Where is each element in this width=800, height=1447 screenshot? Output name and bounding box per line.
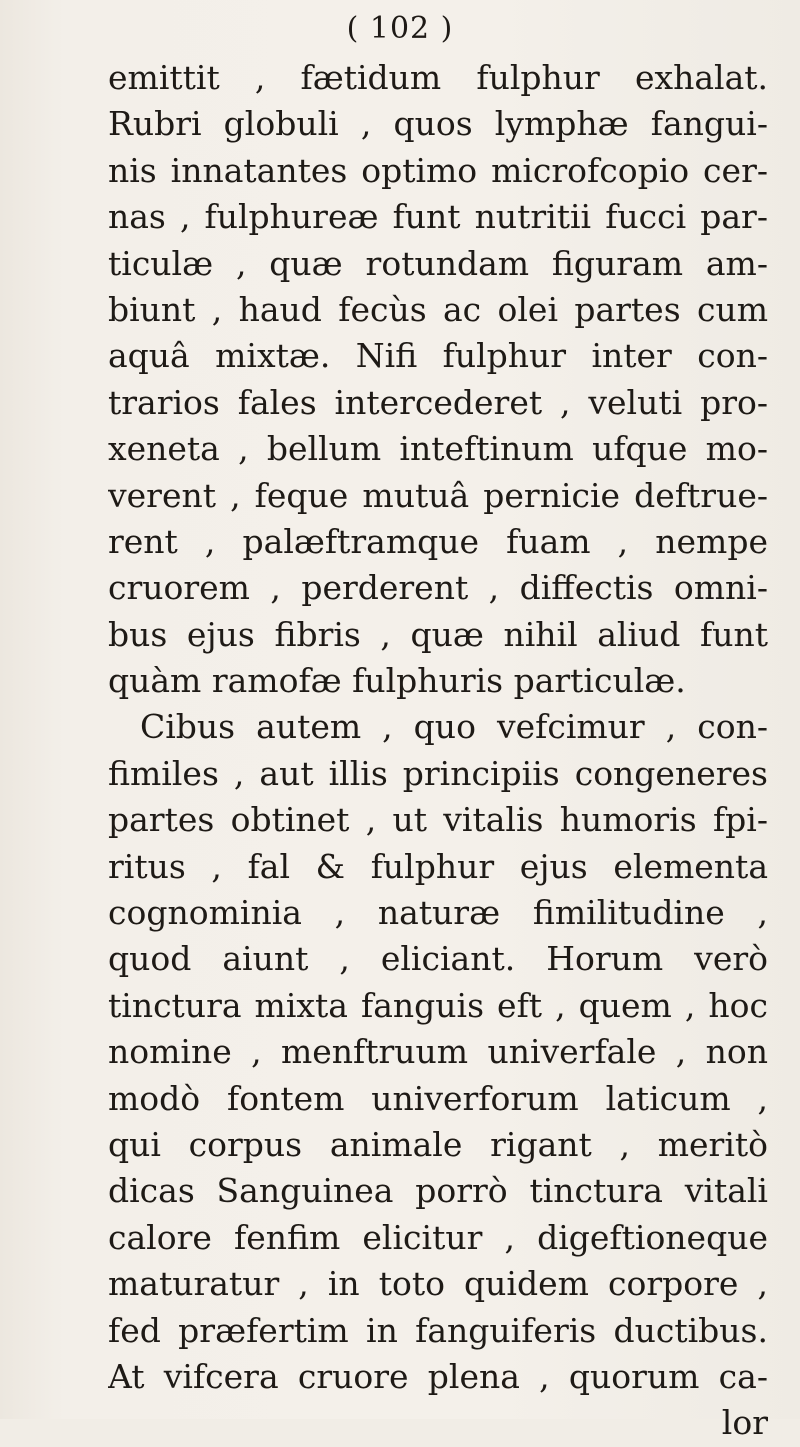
text-line: fimiles , aut illis principiis congeneres (108, 753, 768, 793)
text-line: partes obtinet , ut vitalis humoris fpi- (108, 800, 768, 840)
text-line: tinctura mixta fanguis eft , quem , hoc (108, 985, 768, 1025)
text-line: modò fontem univerforum laticum , (108, 1078, 768, 1118)
text-line: rent , palæftramque fuam , nempe (108, 521, 768, 561)
text-line: trarios fales intercederet , veluti pro- (108, 382, 768, 422)
catchword: lor (721, 1403, 768, 1443)
page-number: ( 102 ) (346, 11, 454, 46)
text-line: verent , feque mutuâ pernicie deftrue- (108, 475, 768, 515)
text-line: quod aiunt , eliciant. Horum verò (108, 939, 768, 979)
text-line: bus ejus fibris , quæ nihil aliud funt (108, 614, 768, 654)
text-line: biunt , haud fecùs ac olei partes cum (108, 289, 768, 329)
text-line: qui corpus animale rigant , meritò (108, 1124, 768, 1164)
text-line: fed præfertim in fanguiferis ductibus. (108, 1310, 768, 1350)
text-line: cruorem , perderent , diffectis omni- (108, 568, 768, 608)
text-line: nomine , menftruum univerfale , non (108, 1032, 768, 1072)
text-line: ritus , fal & fulphur ejus elementa (108, 846, 768, 886)
text-line: ticulæ , quæ rotundam figuram am- (108, 243, 768, 283)
text-line: At vifcera cruore plena , quorum ca- (108, 1356, 768, 1396)
body-text (108, 55, 768, 1447)
text-line: nas , fulphureæ funt nutritii fucci par- (108, 197, 768, 237)
text-line: aquâ mixtæ. Nifi fulphur inter con- (108, 336, 768, 376)
text-line-paragraph-start: Cibus autem , quo vefcimur , con- (140, 707, 768, 747)
text-line: xeneta , bellum inteftinum ufque mo- (108, 429, 768, 469)
text-line: nis innatantes optimo microfcopio cer- (108, 150, 768, 190)
text-line: Rubri globuli , quos lymphæ fangui- (108, 104, 768, 144)
text-line: cognominia , naturæ fimilitudine , (108, 893, 768, 933)
text-line: emittit , fætidum fulphur exhalat. (108, 58, 768, 97)
text-line-paragraph-end: quàm ramofæ fulphuris particulæ. (108, 661, 686, 701)
text-line: maturatur , in toto quidem corpore , (108, 1264, 768, 1304)
text-line: calore fenfim elicitur , digeftioneque (108, 1217, 768, 1257)
text-line: dicas Sanguinea porrò tinctura vitali (108, 1171, 768, 1211)
